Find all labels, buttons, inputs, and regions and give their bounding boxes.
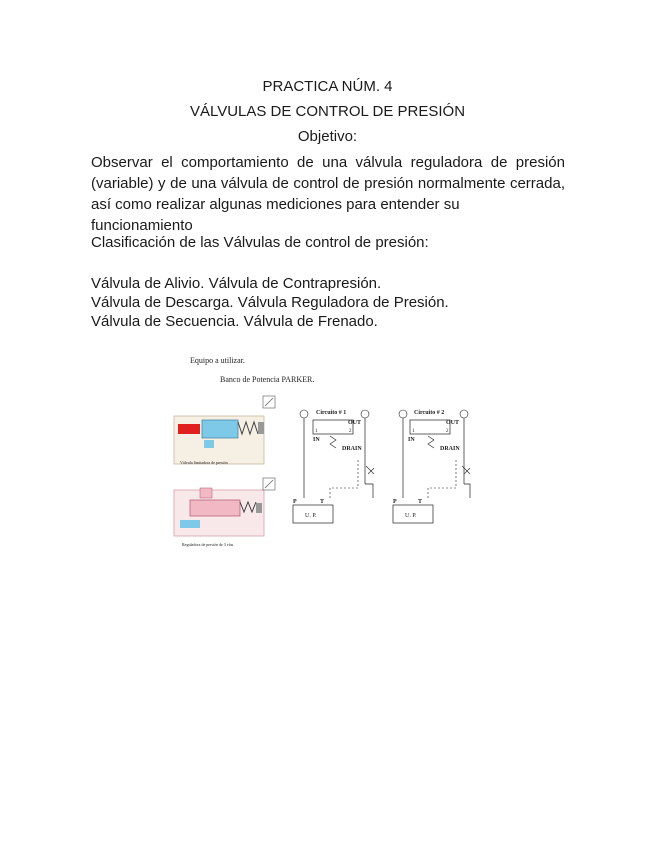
objective-line-3: así como realizar algunas mediciones para entender su funcionamiento	[91, 196, 460, 234]
svg-text:1: 1	[412, 429, 415, 434]
objective-line-2: (variable) y de una válvula de control de presión normalmente cerrada,	[91, 175, 565, 192]
relief-valve-illustration	[174, 416, 264, 465]
pressure-symbol-icon	[263, 396, 275, 408]
svg-text:U. P.: U. P.	[405, 513, 417, 519]
document-title: VÁLVULAS DE CONTROL DE PRESIÓN	[189, 103, 466, 120]
classification-item: Válvula de Descarga. Válvula Reguladora de Presión.	[91, 294, 449, 311]
svg-text:IN: IN	[408, 437, 415, 443]
equipment-figure	[160, 348, 500, 553]
svg-text:IN: IN	[313, 437, 320, 443]
reducing-valve-illustration	[174, 488, 264, 547]
reducing-valve-caption: Reguladora de presión de 3 vías	[182, 542, 234, 547]
circuit-2-title: Circuito # 2	[414, 410, 445, 416]
circuit-1-title: Circuito # 1	[316, 410, 347, 416]
classification-item: Válvula de Alivio. Válvula de Contrapresión.	[91, 275, 382, 292]
svg-text:U. P.: U. P.	[305, 513, 317, 519]
svg-text:T: T	[320, 499, 325, 505]
relief-valve-caption: Válvula limitadora de presión	[180, 460, 228, 465]
equipment-label: Equipo a utilizar.	[190, 356, 245, 365]
circuit-2-diagram	[393, 410, 470, 523]
svg-text:DRAIN: DRAIN	[440, 446, 460, 452]
svg-text:DRAIN: DRAIN	[342, 446, 362, 452]
pressure-symbol-icon	[263, 478, 275, 490]
objective-line-1: Observar el comportamiento de una válvula reguladora de presión	[91, 154, 565, 171]
svg-text:OUT: OUT	[446, 420, 460, 426]
svg-text:OUT: OUT	[348, 420, 362, 426]
circuit-1-diagram	[293, 410, 374, 523]
svg-text:P: P	[393, 499, 397, 505]
svg-text:P: P	[293, 499, 297, 505]
practice-number: PRACTICA NÚM. 4	[262, 78, 393, 95]
svg-text:2: 2	[349, 429, 352, 434]
svg-text:2: 2	[446, 429, 449, 434]
bench-label: Banco de Potencia PARKER.	[220, 375, 315, 384]
objective-label: Objetivo:	[297, 128, 358, 145]
classification-heading: Clasificación de las Válvulas de control de presión:	[91, 234, 429, 251]
svg-text:T: T	[418, 499, 423, 505]
svg-text:1: 1	[315, 429, 318, 434]
objective-paragraph	[91, 152, 565, 236]
classification-item: Válvula de Secuencia. Válvula de Frenado.	[91, 313, 378, 330]
